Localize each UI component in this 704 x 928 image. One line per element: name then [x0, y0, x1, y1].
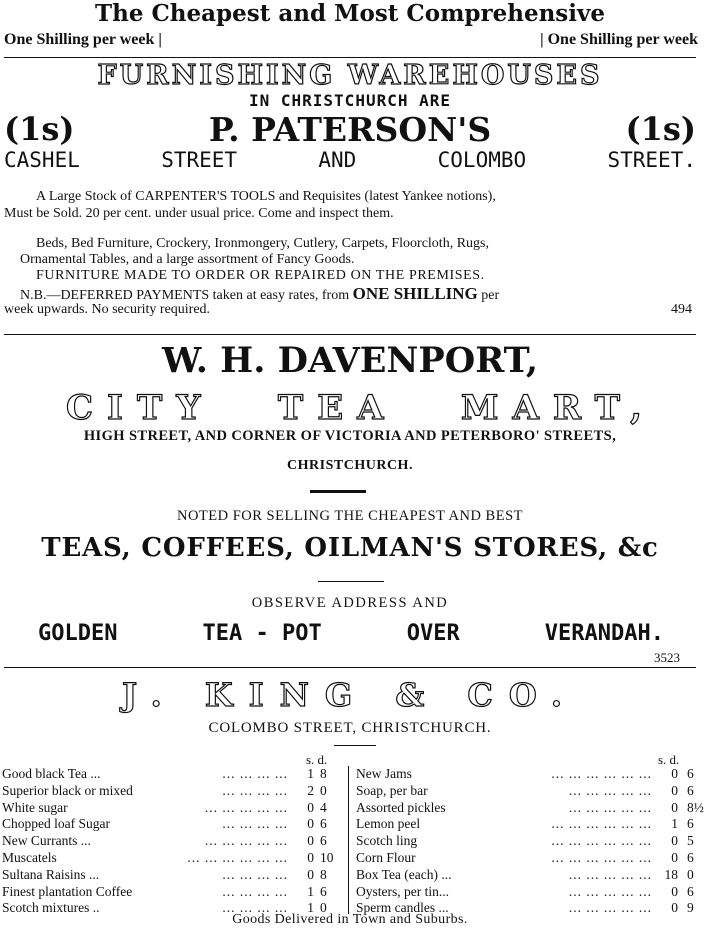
- price-row: [2, 816, 334, 833]
- deferred-payments: [20, 284, 499, 304]
- price-pence: 0: [687, 866, 694, 882]
- teapot-word: TEA - POT: [202, 621, 322, 646]
- leader-dots: ... ... ... ... ...: [204, 833, 288, 849]
- price-row: [2, 884, 334, 901]
- shilling-right: | One Shilling per week: [540, 31, 698, 48]
- price-row: [2, 833, 334, 850]
- ad-ref-3523: 3523: [654, 650, 680, 665]
- price-pence: 5: [687, 833, 694, 849]
- leader-dots: ... ... ... ... ...: [568, 866, 652, 882]
- mart-word: MART,: [460, 388, 656, 428]
- price-shillings: 2: [307, 782, 314, 798]
- street-word: COLOMBO: [437, 148, 527, 172]
- price-shillings: 1: [307, 883, 314, 899]
- teapot-word: OVER: [406, 621, 460, 646]
- teas-coffees: TEAS, COFFEES, OILMAN'S STORES, &c: [41, 533, 659, 563]
- one-shilling: ONE SHILLING: [352, 284, 478, 303]
- leader-dots: ... ... ... ... ...: [568, 883, 652, 899]
- noted-for: NOTED FOR SELLING THE CHEAPEST AND BEST: [176, 508, 524, 524]
- leader-dots: ... ... ... ... ... ...: [551, 816, 652, 832]
- price-shillings: 1: [307, 900, 314, 916]
- short-rule: [334, 745, 376, 746]
- price-shillings: 0: [671, 766, 678, 781]
- price-shillings: 0: [671, 833, 678, 849]
- teapot-word: GOLDEN: [38, 621, 118, 646]
- item-name: Corn Flour: [356, 850, 416, 865]
- street-word: STREET.: [607, 148, 696, 172]
- divider: [4, 57, 696, 58]
- item-name: Soap, per bar: [356, 782, 428, 798]
- item-name: Assorted pickles: [356, 799, 446, 815]
- price-shillings: 0: [671, 799, 678, 815]
- price-pence: 0: [320, 900, 327, 916]
- goods-delivered: Goods Delivered in Town and Suburbs.: [232, 912, 468, 927]
- item-name: Sultana Raisins ...: [2, 866, 100, 882]
- leader-dots: ... ... ... ... ...: [204, 799, 288, 815]
- divider: [4, 667, 696, 668]
- price-shillings: 0: [671, 850, 678, 865]
- price-pence: 10: [320, 850, 334, 865]
- price-row: [356, 766, 701, 783]
- tools-line-1: A Large Stock of CARPENTER'S TOOLS and Requisites (latest Yankee notions),: [36, 189, 496, 204]
- price-shillings: 1: [307, 766, 314, 781]
- observe-address: OBSERVE ADDRESS AND: [251, 595, 449, 611]
- leader-dots: ... ... ... ... ...: [568, 900, 652, 916]
- street-word: STREET: [161, 148, 238, 172]
- price-row: [356, 783, 701, 800]
- deferred-text: N.B.—DEFERRED PAYMENTS taken at easy rates, from: [20, 288, 350, 303]
- shilling-left: One Shilling per week |: [4, 31, 162, 48]
- davenport-city: CHRISTCHURCH.: [287, 458, 413, 473]
- paterson-name: P. PATERSON'S: [208, 110, 492, 149]
- price-shillings: 0: [671, 883, 678, 899]
- item-name: Muscatels: [2, 850, 57, 865]
- paterson-headline: The Cheapest and Most Comprehensive: [94, 0, 605, 27]
- street-word: CASHEL: [4, 148, 80, 172]
- price-row: [2, 850, 334, 867]
- week-upwards: week upwards. No security required.: [4, 302, 211, 317]
- leader-dots: ... ... ... ...: [222, 766, 288, 781]
- leader-dots: ... ... ... ...: [222, 816, 288, 832]
- price-shillings: 18: [664, 866, 678, 882]
- king-address: COLOMBO STREET, CHRISTCHURCH.: [208, 720, 492, 736]
- price-pence: 6: [687, 850, 694, 865]
- price-pence: 6: [687, 883, 694, 899]
- price-row: [356, 884, 701, 901]
- leader-dots: ... ... ... ... ... ...: [551, 850, 652, 865]
- mart-word: CITY: [66, 388, 215, 428]
- leader-dots: ... ... ... ...: [222, 883, 288, 899]
- price-row: [2, 783, 334, 800]
- item-name: White sugar: [2, 799, 68, 815]
- price-row: [356, 799, 704, 817]
- price-pence: 8½: [687, 799, 704, 815]
- leader-dots: ... ... ... ... ...: [568, 799, 652, 815]
- goods-line-2: Ornamental Tables, and a large assortment of Fancy Goods.: [20, 252, 355, 267]
- price-right: (1s): [625, 110, 696, 148]
- price-pence: 6: [687, 782, 694, 798]
- price-pence: 6: [687, 816, 694, 832]
- col-header-right: s. d.: [658, 752, 680, 767]
- price-shillings: 0: [307, 799, 314, 815]
- teapot-word: VERANDAH.: [544, 621, 664, 646]
- price-pence: 4: [320, 799, 327, 815]
- price-shillings: 0: [307, 866, 314, 882]
- leader-dots: ... ... ... ... ... ...: [551, 833, 652, 849]
- per-text: per: [481, 288, 500, 303]
- tools-line-2: Must be Sold. 20 per cent. under usual price. Come and inspect them.: [4, 206, 394, 221]
- leader-dots: ... ... ... ... ... ...: [551, 766, 652, 781]
- price-shillings: 0: [671, 782, 678, 798]
- price-shillings: 0: [307, 850, 314, 865]
- price-pence: 6: [687, 766, 694, 781]
- item-name: Sperm candles ...: [356, 900, 449, 916]
- goods-line-1: Beds, Bed Furniture, Crockery, Ironmongery, Cutlery, Carpets, Floorcloth, Rugs,: [36, 236, 489, 251]
- street-word: AND: [318, 148, 357, 172]
- col-header-left: s. d.: [306, 752, 328, 767]
- furnishing-warehouses: FURNISHING WAREHOUSES: [97, 60, 603, 91]
- streets-line: [4, 148, 696, 172]
- column-separator: [348, 766, 349, 914]
- price-row: [2, 867, 334, 884]
- item-name: Good black Tea ...: [2, 766, 101, 781]
- leader-dots: ... ... ... ...: [222, 866, 288, 882]
- item-name: Finest plantation Coffee: [2, 883, 133, 899]
- king-name: J. KING & CO.: [121, 676, 579, 714]
- furniture-made: FURNITURE MADE TO ORDER OR REPAIRED ON THE PREMISES.: [36, 268, 485, 283]
- item-name: Superior black or mixed: [2, 782, 133, 798]
- price-row: [356, 850, 701, 867]
- leader-dots: ... ... ... ...: [222, 900, 288, 916]
- item-name: Chopped loaf Sugar: [2, 816, 110, 832]
- price-pence: 6: [320, 816, 327, 832]
- leader-dots: ... ... ... ...: [222, 782, 288, 798]
- price-shillings: 0: [671, 900, 678, 916]
- price-row: [356, 833, 701, 850]
- price-left: (1s): [4, 110, 75, 148]
- price-row: [2, 766, 334, 783]
- item-name: New Currants ...: [2, 833, 91, 849]
- short-rule: [318, 581, 384, 582]
- davenport-address: HIGH STREET, AND CORNER OF VICTORIA AND PETERBORO' STREETS,: [83, 428, 617, 444]
- price-shillings: 0: [307, 833, 314, 849]
- price-pence: 0: [320, 782, 327, 798]
- item-name: New Jams: [356, 766, 412, 781]
- golden-teapot: [38, 621, 664, 646]
- item-name: Box Tea (each) ...: [356, 866, 452, 882]
- city-tea-mart: [66, 388, 656, 428]
- price-pence: 9: [687, 900, 694, 916]
- price-shillings: 1: [671, 816, 678, 832]
- short-rule: [310, 490, 366, 493]
- price-pence: 8: [320, 866, 327, 882]
- price-pence: 6: [320, 833, 327, 849]
- price-row: [2, 800, 334, 817]
- mart-word: TEA: [277, 388, 398, 428]
- leader-dots: ... ... ... ... ...: [568, 782, 652, 798]
- price-row: [356, 867, 701, 884]
- item-name: Oysters, per tin...: [356, 883, 449, 899]
- item-name: Scotch ling: [356, 833, 418, 849]
- item-name: Lemon peel: [356, 816, 421, 832]
- davenport-name: W. H. DAVENPORT,: [161, 340, 539, 381]
- price-pence: 6: [320, 883, 327, 899]
- item-name: Scotch mixtures ..: [2, 900, 100, 916]
- price-pence: 8: [320, 766, 327, 781]
- divider: [4, 334, 696, 335]
- ad-ref-494: 494: [671, 302, 692, 317]
- in-christchurch: IN CHRISTCHURCH ARE: [248, 91, 452, 110]
- price-shillings: 0: [307, 816, 314, 832]
- price-row: [356, 816, 701, 833]
- leader-dots: ... ... ... ... ... ...: [187, 850, 288, 865]
